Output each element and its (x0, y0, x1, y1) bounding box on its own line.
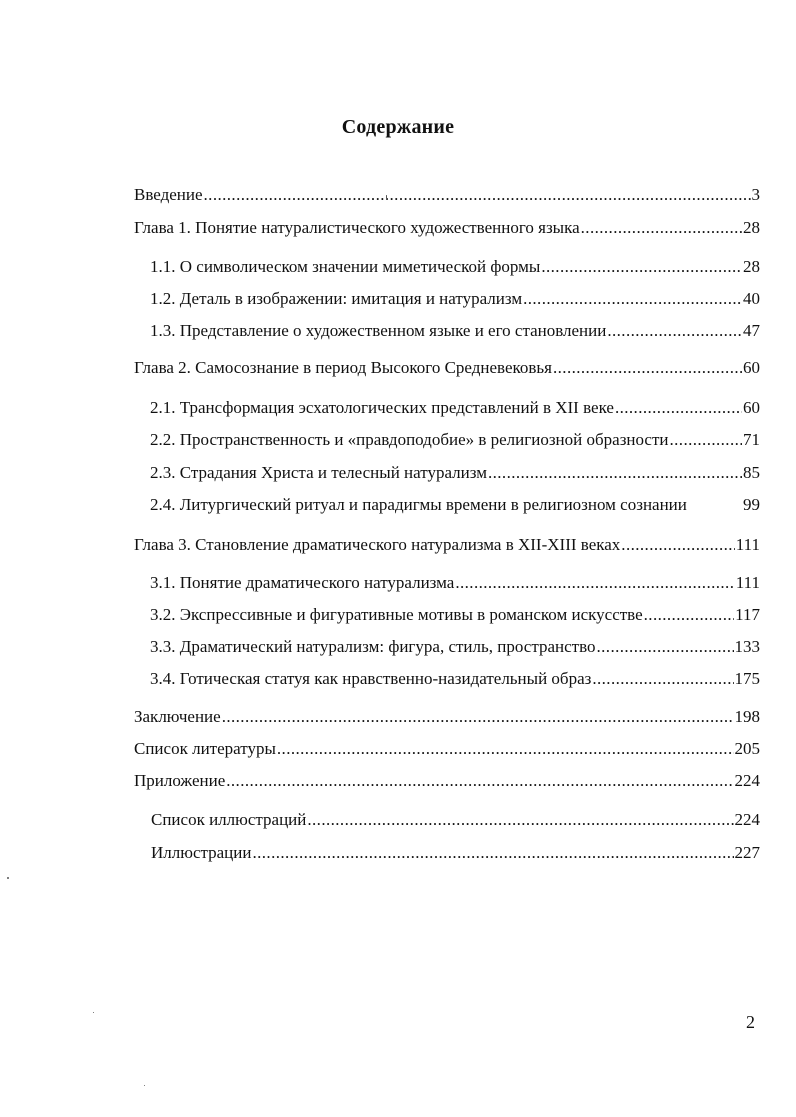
toc-entry-page: 71 (743, 430, 760, 449)
toc-entry-label: 2.3. Страдания Христа и телесный натурализм (150, 463, 487, 482)
scan-speck (7, 877, 9, 879)
toc-entry-page: 111 (735, 573, 760, 592)
toc-entry-page: 117 (735, 605, 760, 624)
toc-entry-chapter-2[interactable] (134, 357, 760, 379)
dot-leader (670, 429, 743, 451)
scan-speck (144, 1085, 145, 1086)
toc-entry-page: 224 (734, 771, 760, 790)
dot-leader (252, 842, 733, 864)
toc-entry-page: 205 (734, 739, 760, 758)
toc-entry-page: 28 (743, 257, 760, 276)
toc-entry-section-2-1[interactable] (150, 397, 760, 419)
scan-speck (386, 195, 387, 200)
toc-entry-label: Список литературы (134, 739, 276, 758)
toc-entry-label: 1.1. О символическом значении миметической формы (150, 257, 541, 276)
toc-entry-page: 175 (734, 669, 760, 688)
dot-leader (597, 636, 734, 658)
page-title: Содержание (341, 116, 455, 138)
dot-leader (222, 706, 734, 728)
toc-entry-section-2-4[interactable] (150, 494, 760, 516)
toc-entry-label: 3.4. Готическая статуя как нравственно-назидательный образ (150, 669, 592, 688)
toc-entry-label: Иллюстрации (151, 843, 252, 862)
toc-entry-label: 3.1. Понятие драматического натурализма (150, 573, 455, 592)
toc-entry-section-1-2[interactable] (150, 288, 760, 310)
toc-entry-label: 2.2. Пространственность и «правдоподобие» в религиозной образности (150, 430, 669, 449)
toc-entry-section-3-4[interactable] (150, 668, 760, 690)
toc-entry-illustrations[interactable] (151, 842, 760, 864)
dot-leader (607, 320, 742, 342)
toc-entry-introduction[interactable] (134, 184, 760, 206)
toc-entry-label: 3.2. Экспрессивные и фигуративные мотивы в романском искусстве (150, 605, 643, 624)
toc-entry-label: Глава 1. Понятие натуралистического художественного языка (134, 218, 580, 237)
toc-entry-label: Введение (134, 185, 203, 204)
toc-entry-section-2-3[interactable] (150, 462, 760, 484)
dot-leader (307, 809, 733, 831)
toc-entry-page: 224 (734, 810, 760, 829)
toc-entry-section-3-3[interactable] (150, 636, 760, 658)
toc-entry-chapter-3[interactable] (134, 534, 760, 556)
dot-leader (541, 256, 742, 278)
toc-entry-section-3-2[interactable] (150, 604, 760, 626)
toc-entry-label: 1.2. Деталь в изображении: имитация и натурализм (150, 289, 523, 308)
toc-entry-label: Заключение (134, 707, 221, 726)
toc-entry-page: 133 (734, 637, 760, 656)
dot-leader (553, 357, 742, 379)
toc-entry-page: 60 (743, 358, 760, 377)
page-number: 2 (746, 1012, 755, 1032)
dot-leader (488, 462, 742, 484)
toc-entry-label: 3.3. Драматический натурализм: фигура, стиль, пространство (150, 637, 596, 656)
toc-entry-label: Глава 3. Становление драматического натурализма в XII-XIII веках (134, 535, 621, 554)
toc-entry-section-1-1[interactable] (150, 256, 760, 278)
dot-leader (621, 534, 734, 556)
dot-leader (226, 770, 733, 792)
scan-speck (93, 1012, 94, 1013)
toc-entry-section-2-2[interactable] (150, 429, 760, 451)
toc-entry-section-1-3[interactable] (150, 320, 760, 342)
toc-entry-appendix[interactable] (134, 770, 760, 792)
toc-entry-page: 99 (743, 495, 760, 514)
toc-entry-page: 227 (734, 843, 760, 862)
toc-entry-page: 3 (751, 185, 760, 204)
toc-entry-bibliography[interactable] (134, 738, 760, 760)
toc-entry-label: 1.3. Представление о художественном языке и его становлении (150, 321, 607, 340)
toc-entry-label: Глава 2. Самосознание в период Высокого Средневековья (134, 358, 552, 377)
toc-entry-page: 60 (743, 398, 760, 417)
toc-entry-label: Приложение (134, 771, 226, 790)
toc-entry-page: 47 (743, 321, 760, 340)
toc-entry-chapter-1[interactable] (134, 217, 760, 239)
dot-leader (277, 738, 734, 760)
toc-entry-label: Список иллюстраций (151, 810, 307, 829)
dot-leader (615, 397, 742, 419)
toc-entry-section-3-1[interactable] (150, 572, 760, 594)
dot-leader (455, 572, 734, 594)
toc-entry-page: 111 (735, 535, 760, 554)
toc-entry-label: 2.4. Литургический ритуал и парадигмы времени в религиозном сознании (150, 495, 687, 514)
toc-entry-label: 2.1. Трансформация эсхатологических представлений в XII веке (150, 398, 614, 417)
dot-leader (592, 668, 733, 690)
toc-entry-page: 40 (743, 289, 760, 308)
dot-leader (523, 288, 742, 310)
dot-leader (644, 604, 734, 626)
dot-leader (581, 217, 742, 239)
toc-entry-page: 198 (734, 707, 760, 726)
toc-entry-conclusion[interactable] (134, 706, 760, 728)
toc-entry-list-of-illustrations[interactable] (151, 809, 760, 831)
toc-entry-page: 28 (743, 218, 760, 237)
toc-entry-page: 85 (743, 463, 760, 482)
dot-leader (204, 184, 751, 206)
